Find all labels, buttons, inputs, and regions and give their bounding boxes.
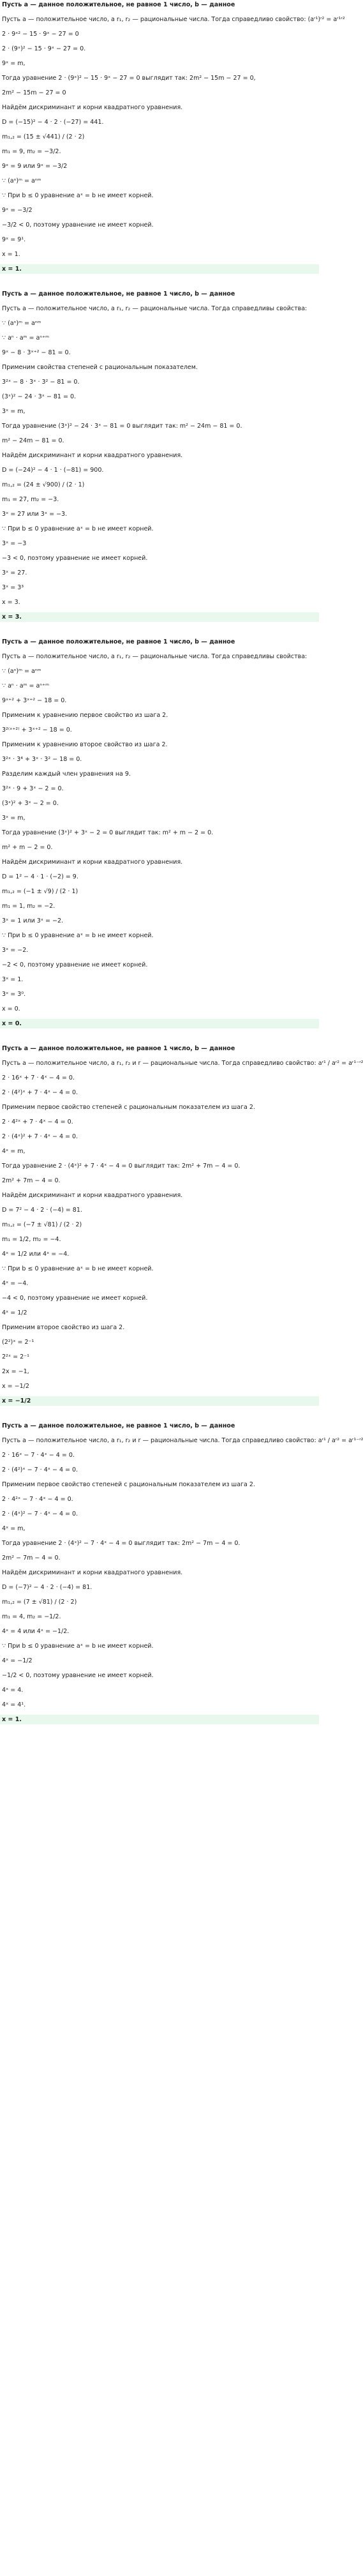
solution-line: 2 · 4²ˣ + 7 · 4ˣ − 4 = 0. [2, 1119, 73, 1126]
solution-line: ∵ При b ≤ 0 уравнение aˣ = b не имеет корней. [2, 1643, 154, 1650]
solution-line: Тогда уравнение (3ˣ)² − 24 · 3ˣ − 81 = 0 выглядит так: m² − 24m − 81 = 0. [2, 423, 242, 430]
solution-line: 2m² − 15m − 27 = 0 [2, 89, 66, 96]
solution-line: −4 < 0, поэтому уравнение не имеет корней. [2, 1295, 148, 1302]
answer-line: x = −1/2 [0, 1396, 319, 1406]
solution-line: −2 < 0, поэтому уравнение не имеет корней. [2, 961, 148, 968]
solution-line: 2 · (4²)ˣ − 7 · 4ˣ − 4 = 0. [2, 1466, 78, 1473]
solution-line: 2 · (4ˣ)² − 7 · 4ˣ − 4 = 0. [2, 1510, 78, 1518]
solution-line: Тогда уравнение 2 · (9ˣ)² − 15 · 9ˣ − 27 = 0 выглядит так: 2m² − 15m − 27 = 0, [2, 75, 256, 82]
solution-line: m₁,₂ = (7 ± √81) / (2 · 2) [2, 1599, 77, 1606]
solution-line: ∵ При b ≤ 0 уравнение aˣ = b не имеет корней. [2, 192, 154, 199]
solution-line: Найдём дискриминант и корни квадратного уравнения. [2, 452, 183, 459]
solution-line: Тогда уравнение 2 · (4ˣ)² + 7 · 4ˣ − 4 = 0 выглядит так: 2m² + 7m − 4 = 0. [2, 1163, 241, 1170]
solution-line: 3ˣ = −3 [2, 540, 27, 547]
solution-line: 4ˣ = 4 или 4ˣ = −1/2. [2, 1628, 70, 1635]
solution-line: 3ˣ = 27 или 3ˣ = −3. [2, 511, 68, 518]
solution-line: m₁ = 4, m₂ = −1/2. [2, 1613, 61, 1620]
solution-line: x = 1. [2, 251, 20, 258]
solution-line: 2m² − 7m − 4 = 0. [2, 1555, 61, 1562]
solution-line: −3 < 0, поэтому уравнение не имеет корней. [2, 555, 148, 562]
solution-line: Пусть a — данное положительное, не равное 1 число, b — данное [2, 638, 235, 645]
solution-line: 4ˣ = 4¹. [2, 1701, 26, 1708]
solution-line: 2 · (9ˣ)² − 15 · 9ˣ − 27 = 0. [2, 45, 86, 52]
solution-line: m² − 24m − 81 = 0. [2, 437, 64, 444]
solution-line: Пусть a — положительное число, а r₁, r₂ — рациональные числа. Тогда справедливы свойства: [2, 305, 307, 312]
solution-line: 3ˣ = 1. [2, 976, 24, 983]
solution-line: x = −1/2 [2, 1383, 29, 1390]
solution-line: 4ˣ = m, [2, 1148, 26, 1155]
solution-line: 4ˣ = m, [2, 1525, 26, 1532]
solution-line: D = (−24)² − 4 · 1 · (−81) = 900. [2, 467, 104, 474]
solution-line: Найдём дискриминант и корни квадратного уравнения. [2, 104, 183, 111]
solution-line: Применим свойства степеней с рациональным показателем. [2, 364, 198, 371]
solution-line: 3²ˣ · 3⁴ + 3ˣ · 3² − 18 = 0. [2, 756, 82, 763]
solution-line: 9ˣ⁺² + 3ˣ⁺² − 18 = 0. [2, 697, 67, 704]
problem-1 [0, 0, 345, 274]
solution-line: x = 3. [2, 599, 20, 606]
solution-line: 2m² + 7m − 4 = 0. [2, 1177, 61, 1184]
solution-line: 4ˣ = 1/2 [2, 1309, 27, 1316]
solution-line: 9ˣ = 9 или 9ˣ = −3/2 [2, 163, 68, 170]
solution-line: 9ˣ − 8 · 3ˣ⁺² − 81 = 0. [2, 349, 71, 356]
problem-3 [0, 637, 319, 1028]
solution-line: Применим к уравнению первое свойство из шага 2. [2, 712, 168, 719]
solution-line: m₁,₂ = (15 ± √441) / (2 · 2) [2, 133, 85, 140]
solution-line: Тогда уравнение (3ˣ)² + 3ˣ − 2 = 0 выглядит так: m² + m − 2 = 0. [2, 829, 214, 836]
solution-line: −1/2 < 0, поэтому уравнение не имеет корней. [2, 1672, 154, 1679]
solution-line: Пусть a — положительное число, а r₁, r₂ — рациональные числа. Тогда справедливы свойства: [2, 653, 307, 660]
solution-line: Найдём дискриминант и корни квадратного уравнения. [2, 1569, 183, 1576]
solution-line: ∵ aⁿ · aᵐ = aⁿ⁺ᵐ [2, 682, 50, 689]
solution-line: 3ˣ = m, [2, 408, 26, 415]
solution-line: 2 · (4²)ˣ + 7 · 4ˣ − 4 = 0. [2, 1089, 78, 1096]
solution-line: 2 · 4²ˣ − 7 · 4ˣ − 4 = 0. [2, 1496, 73, 1503]
solution-line: ∵ (aⁿ)ᵐ = aⁿᵐ [2, 320, 41, 327]
problem-5 [0, 1421, 363, 1724]
solution-line: ∵ (aⁿ)ᵐ = aⁿᵐ [2, 177, 41, 185]
separator [0, 1035, 319, 1044]
solution-line: m₁ = 9, m₂ = −3/2. [2, 148, 61, 155]
solution-line: 3ˣ = 3³ [2, 584, 24, 591]
problem-2 [0, 289, 319, 622]
solution-line: 9ˣ = m, [2, 60, 26, 67]
solution-line: Тогда уравнение 2 · (4ˣ)² − 7 · 4ˣ − 4 = 0 выглядит так: 2m² − 7m − 4 = 0. [2, 1540, 241, 1547]
solution-line: Применим первое свойство степеней с рациональным показателем из шага 2. [2, 1104, 255, 1111]
solution-line: Пусть a — положительное число, а r₁, r₂ и r — рациональные числа. Тогда справедливо свойство: aʳ¹ / aʳ² = aʳ¹⁻ʳ² [2, 1437, 363, 1444]
solution-line: 4ˣ = −4. [2, 1280, 29, 1287]
solution-line: 3²ˣ · 9 + 3ˣ − 2 = 0. [2, 785, 64, 792]
solution-line: −3/2 < 0, поэтому уравнение не имеет корней. [2, 222, 154, 229]
solution-line: 3ˣ = m, [2, 815, 26, 822]
solution-line: 2 · (4ˣ)² + 7 · 4ˣ − 4 = 0. [2, 1133, 78, 1140]
solution-line: (2²)ˣ = 2⁻¹ [2, 1339, 34, 1346]
solution-line: 2 · 16ˣ − 7 · 4ˣ − 4 = 0. [2, 1452, 75, 1459]
solution-line: Найдём дискриминант и корни квадратного уравнения. [2, 859, 183, 866]
solution-line: D = (−15)² − 4 · 2 · (−27) = 441. [2, 119, 104, 126]
solution-line: D = (−7)² − 4 · 2 · (−4) = 81. [2, 1584, 93, 1591]
solution-line: D = 1² − 4 · 1 · (−2) = 9. [2, 873, 78, 880]
solution-line: 4ˣ = 4. [2, 1687, 24, 1694]
answer-line: x = 1. [0, 1715, 319, 1724]
solution-line: 9ˣ = 9¹. [2, 236, 26, 243]
solution-line: 3²ˣ − 8 · 3ˣ · 3² − 81 = 0. [2, 379, 80, 386]
solution-line: 2x = −1, [2, 1368, 29, 1375]
solution-line: Пусть a — положительное число, а r₁, r₂ и r — рациональные числа. Тогда справедливо свойство: aʳ¹ / aʳ² = aʳ¹⁻ʳ² [2, 1060, 363, 1067]
solution-line: (3ˣ)² + 3ˣ − 2 = 0. [2, 800, 59, 807]
solution-line: 2 · 16ˣ + 7 · 4ˣ − 4 = 0. [2, 1074, 75, 1081]
solution-line: 3ˣ = 3⁰. [2, 991, 26, 998]
solution-line: x = 0. [2, 1006, 20, 1013]
solution-line: m₁ = 27, m₂ = −3. [2, 496, 59, 503]
solution-line: m₁ = 1/2, m₂ = −4. [2, 1236, 61, 1243]
answer-line: x = 3. [0, 612, 319, 622]
solution-line: m₁,₂ = (−1 ± √9) / (2 · 1) [2, 888, 78, 895]
solution-line: Пусть a — данное положительное, не равное 1 число, b — данное [2, 1422, 235, 1429]
solution-line: 3ˣ = 27. [2, 569, 27, 576]
solution-line: Применим второе свойство из шага 2. [2, 1324, 125, 1331]
solution-line: 2 · 9ˣ² − 15 · 9ˣ − 27 = 0 [2, 31, 79, 38]
solution-line: m² + m − 2 = 0. [2, 844, 53, 851]
solution-line: 3ˣ = −2. [2, 947, 29, 954]
answer-line: x = 1. [0, 264, 319, 274]
solution-line: m₁ = 1, m₂ = −2. [2, 903, 56, 910]
solution-line: m₁,₂ = (24 ± √900) / (2 · 1) [2, 481, 85, 488]
solution-line: 3ˣ = 1 или 3ˣ = −2. [2, 917, 64, 924]
solution-line: Применим первое свойство степеней с рациональным показателем из шага 2. [2, 1481, 255, 1488]
solution-line: m₁,₂ = (−7 ± √81) / (2 · 2) [2, 1221, 82, 1228]
solution-line: 3²⁽ˣ⁺²⁾ + 3ˣ⁺² − 18 = 0. [2, 727, 72, 734]
solution-line: Пусть a — положительное число, а r₁, r₂ — рациональные числа. Тогда справедливо свойство: (aʳ¹)ʳ² = aʳ¹ʳ² [2, 16, 345, 23]
separator [0, 280, 319, 289]
solution-line: Применим к уравнению второе свойство из шага 2. [2, 741, 168, 748]
solution-line: ∵ aⁿ · aᵐ = aⁿ⁺ᵐ [2, 335, 50, 342]
solution-line: 9ˣ = −3/2 [2, 207, 33, 214]
solution-line: Разделим каждый член уравнения на 9. [2, 771, 131, 778]
solution-line: Найдём дискриминант и корни квадратного уравнения. [2, 1192, 183, 1199]
solution-line: (3ˣ)² − 24 · 3ˣ − 81 = 0. [2, 393, 77, 400]
solution-line: Пусть a — данное положительное, не равное 1 число, b — данное [2, 1045, 235, 1052]
separator [0, 1412, 319, 1421]
solution-line: D = 7² − 4 · 2 · (−4) = 81. [2, 1207, 82, 1214]
solution-line: 4ˣ = 1/2 или 4ˣ = −4. [2, 1251, 70, 1258]
solution-line: Пусть a — данное положительное, не равное 1 число, b — данное [2, 1, 235, 8]
solution-line: ∵ При b ≤ 0 уравнение aˣ = b не имеет корней. [2, 525, 154, 532]
solution-line: ∵ При b ≤ 0 уравнение aˣ = b не имеет корней. [2, 932, 154, 939]
problem-4 [0, 1044, 363, 1406]
solution-line: ∵ При b ≤ 0 уравнение aˣ = b не имеет корней. [2, 1265, 154, 1272]
solution-line: 4ˣ = −1/2 [2, 1657, 33, 1664]
solution-line: 2²ˣ = 2⁻¹ [2, 1353, 29, 1360]
separator [0, 628, 319, 637]
answer-line: x = 0. [0, 1019, 319, 1028]
solution-line: Пусть a — данное положительное, не равное 1 число, b — данное [2, 290, 235, 298]
solution-line: ∵ (aⁿ)ᵐ = aⁿᵐ [2, 668, 41, 675]
